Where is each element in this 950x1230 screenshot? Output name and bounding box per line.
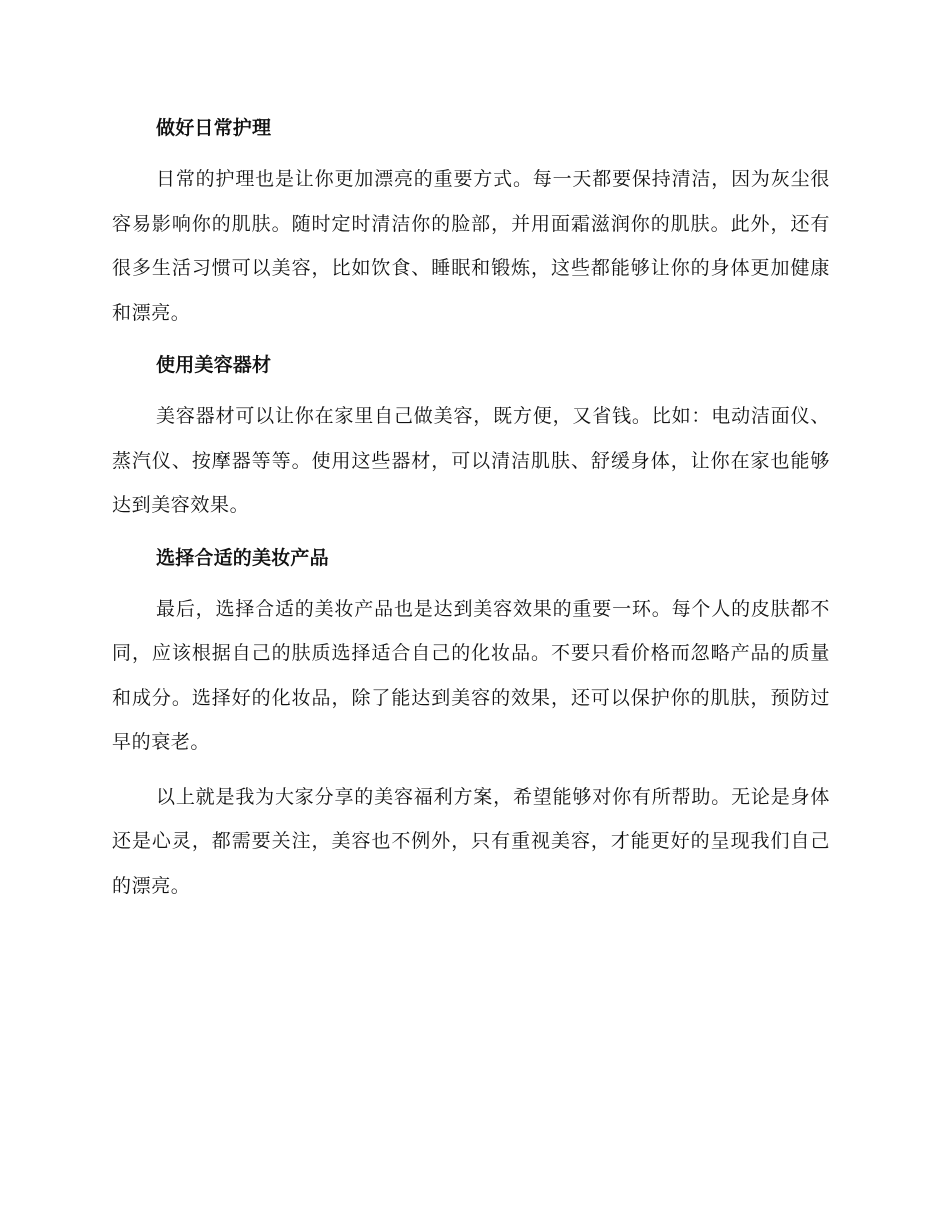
section-heading-beauty-devices: 使用美容器材 xyxy=(156,354,272,376)
section-body-choose-products: 最后，选择合适的美妆产品也是达到美容效果的重要一环。每个人的皮肤都不同，应该根据自己的肤质选择适合自己的化妆品。不要只看价格而忽略产品的质量和成分。选择好的化妆品，除了能达到美容的效果，还可以保护你的肌肤，预防过早的衰老。 xyxy=(112,597,830,753)
section-body-beauty-devices: 美容器材可以让你在家里自己做美容，既方便，又省钱。比如：电动洁面仪、蒸汽仪、按摩器等等。使用这些器材，可以清洁肌肤、舒缓身体，让你在家也能够达到美容效果。 xyxy=(112,405,830,516)
conclusion-paragraph: 以上就是我为大家分享的美容福利方案，希望能够对你有所帮助。无论是身体还是心灵，都需要关注，美容也不例外，只有重视美容，才能更好的呈现我们自己的漂亮。 xyxy=(112,785,830,897)
section-heading-choose-products: 选择合适的美妆产品 xyxy=(156,546,329,569)
section-body-daily-care: 日常的护理也是让你更加漂亮的重要方式。每一天都要保持清洁，因为灰尘很容易影响你的肌肤。随时定时清洁你的脸部，并用面霜滋润你的肌肤。此外，还有很多生活习惯可以美容，比如饮食、睡眠和锻炼，这些都能够让你的身体更加健康和漂亮。 xyxy=(112,168,830,324)
document-page xyxy=(112,108,830,918)
section-heading-daily-care: 做好日常护理 xyxy=(156,117,272,139)
